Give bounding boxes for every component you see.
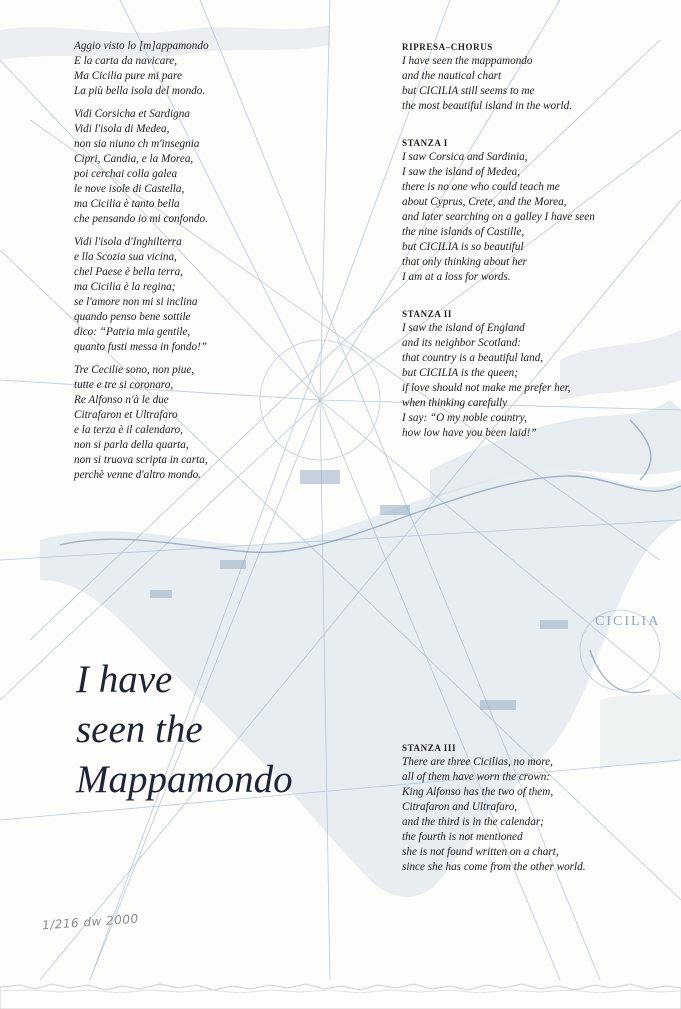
poem-line: non si parla della quarta, (74, 439, 189, 451)
section-heading: STANZA I (402, 138, 448, 148)
poem-line: and the third is in the calendar; (402, 816, 544, 828)
poem-line: how low have you been laid!” (402, 427, 537, 439)
title-line: Mappamondo (76, 758, 293, 801)
stanza-block (402, 137, 595, 285)
poem-line: I say: “O my noble country, (402, 412, 527, 424)
poem-line: Citrafaron et Ultrafaro (74, 409, 178, 421)
english-translation (402, 41, 595, 464)
poem-line: Vidi l'isola d'Inghilterra (74, 236, 182, 248)
title-line: I have (76, 658, 173, 701)
section-heading: STANZA III (402, 743, 457, 753)
italian-poem (74, 39, 209, 491)
poem-line: the most beautiful island in the world. (402, 100, 572, 112)
poem-line: when thinking carefully (402, 397, 508, 409)
poem-line: There are three Cicilias, no more, (402, 756, 553, 768)
poem-line: quanto fusti messa in fondo!” (74, 341, 208, 353)
poem-line: the nine islands of Castille, (402, 226, 525, 238)
poem-line: King Alfonso has the two of them, (402, 786, 554, 798)
stanza-block (402, 308, 595, 441)
poem-line: perchè venne d'altro mondo. (74, 469, 202, 481)
poem-line: E la carta da navicare, (74, 55, 178, 67)
poem-line: Ma Cicilia pure mi pare (74, 70, 182, 82)
italian-stanza (74, 107, 209, 227)
section-heading: RIPRESA–CHORUS (402, 42, 493, 52)
chorus-block (402, 41, 595, 114)
poem-line: that only thinking about her (402, 256, 527, 268)
poem-line: ma Cicilia è la regina; (74, 281, 176, 293)
poem-line: there is no one who could teach me (402, 181, 560, 193)
poem-line: and its neighbor Scotland: (402, 337, 522, 349)
poem-line: Tre Cecilie sono, non piue, (74, 364, 195, 376)
poem-line: La più bella isola del mondo. (74, 85, 206, 97)
poem-line: but CICILIA is so beautiful (402, 241, 524, 253)
poem-line: e lla Scozia sua vicina, (74, 251, 177, 263)
poem-line: she is not found written on a chart, (402, 846, 559, 858)
stanza-three-block (402, 742, 586, 875)
poem-line: le nove isole di Castella, (74, 183, 185, 195)
poem-title (76, 655, 293, 805)
poem-line: Citrafaron and Ultrafaro, (402, 801, 518, 813)
poem-line: all of them have worn the crown: (402, 771, 551, 783)
poem-line: about Cyprus, Crete, and the Morea, (402, 196, 567, 208)
poem-line: Vidi Corsicha et Sardigna (74, 108, 190, 120)
poem-line: the fourth is not mentioned (402, 831, 523, 843)
poem-line: ma Cicilia è tanto bella (74, 198, 180, 210)
poem-line: that country is a beautiful land, (402, 352, 544, 364)
poem-line: se l'amore non mi si inclina (74, 296, 198, 308)
poem-line: but CICILIA is the queen; (402, 367, 519, 379)
poem-line: poi cerchai colla galea (74, 168, 178, 180)
poem-line: I am at a loss for words. (402, 271, 511, 283)
poem-line: e la terza è il calendaro, (74, 424, 183, 436)
edition-note: 1/216 dw 2000 (41, 911, 140, 933)
poem-line: since she has come from the other world. (402, 861, 586, 873)
poem-line: non si truova scripta in carta, (74, 454, 208, 466)
italian-stanza (74, 363, 209, 483)
poem-line: I saw Corsica and Sardinia, (402, 151, 528, 163)
italian-stanza (74, 235, 209, 355)
italian-stanza (74, 39, 209, 99)
poem-line: I have seen the mappamondo (402, 55, 533, 67)
poem-line: quando penso bene sottile (74, 311, 191, 323)
poem-line: Re Alfonso n'à le due (74, 394, 169, 406)
poem-line: Vidi l'isola di Medea, (74, 123, 170, 135)
map-label-cicilia: CICILIA (595, 614, 661, 629)
poem-line: I saw the island of Medea, (402, 166, 521, 178)
section-heading: STANZA II (402, 309, 453, 319)
poem-line: tutte e tre si coronaro, (74, 379, 174, 391)
title-line: seen the (76, 708, 203, 751)
poem-line: if love should not make me prefer her, (402, 382, 571, 394)
poem-line: I saw the island of England (402, 322, 525, 334)
poem-line: and later searching on a galley I have seen (402, 211, 595, 223)
poem-line: dico: “Patria mia gentile, (74, 326, 191, 338)
poem-line: and the nautical chart (402, 70, 502, 82)
poem-line: che pensando io mi confondo. (74, 213, 208, 225)
poem-line: Aggio visto lo [m]appamondo (74, 40, 209, 52)
poem-line: but CICILIA still seems to me (402, 85, 535, 97)
poem-line: Cipri, Candia, e la Morea, (74, 153, 194, 165)
poem-line: non sia niuno ch m'insegnia (74, 138, 200, 150)
deckled-edge (0, 975, 681, 1009)
poem-line: chel Paese è bella terra, (74, 266, 184, 278)
